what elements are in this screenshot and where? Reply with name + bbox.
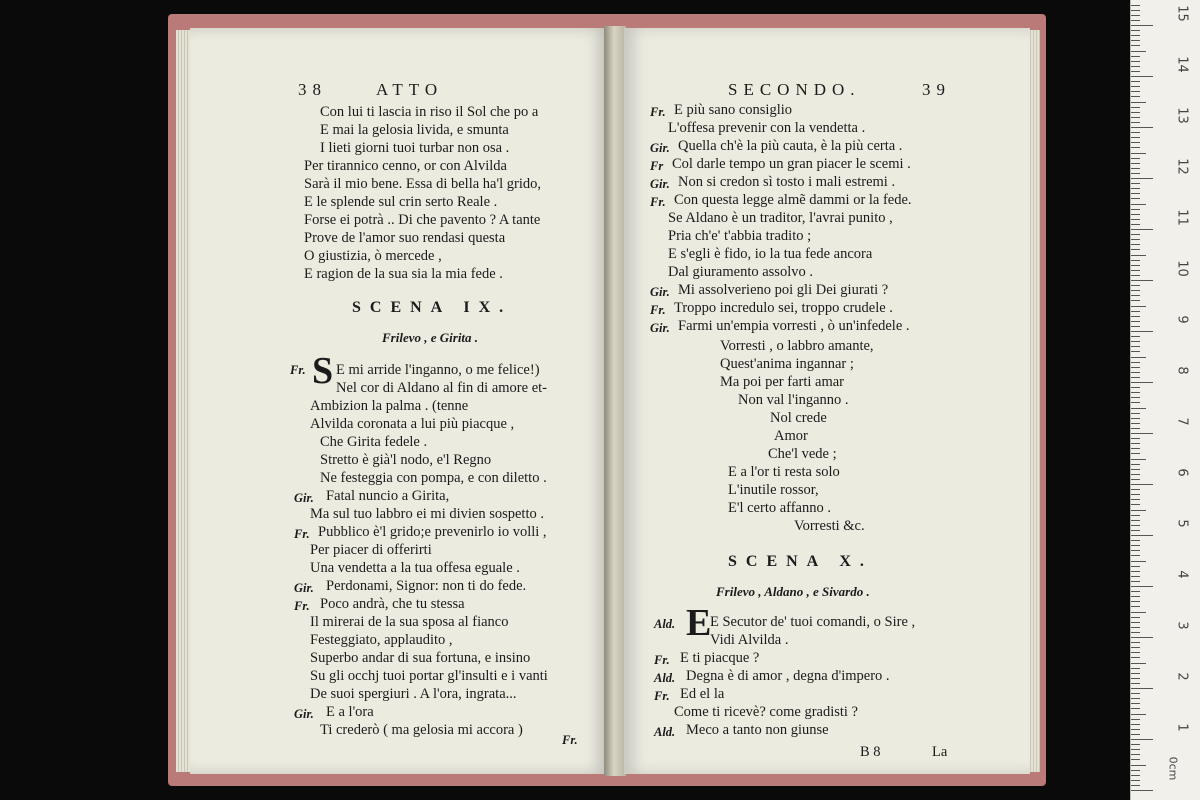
ruler-tick xyxy=(1131,147,1140,148)
ruler-number: 7 xyxy=(1174,417,1190,426)
ruler-tick xyxy=(1131,408,1146,409)
ruler-tick xyxy=(1131,316,1140,317)
ruler-tick xyxy=(1131,30,1140,31)
measuring-ruler xyxy=(1130,0,1200,800)
ruler-tick xyxy=(1131,392,1140,393)
ruler-tick xyxy=(1131,51,1146,52)
text-line: Troppo incredulo sei, troppo crudele . xyxy=(674,300,893,316)
ruler-number: 8 xyxy=(1174,366,1190,375)
ruler-tick xyxy=(1131,367,1140,368)
ruler-tick xyxy=(1131,25,1153,26)
ruler-tick xyxy=(1131,504,1140,505)
ruler-tick xyxy=(1131,555,1140,556)
ruler-tick xyxy=(1131,397,1140,398)
text-line: I lieti giorni tuoi turbar non osa . xyxy=(320,140,510,156)
ruler-number: 11 xyxy=(1174,209,1190,226)
ruler-tick xyxy=(1131,647,1140,648)
ruler-tick xyxy=(1131,484,1153,485)
aria-line: Quest'anima ingannar ; xyxy=(720,356,854,372)
aria-line: Vorresti , o labbro amante, xyxy=(720,338,874,354)
aria-line: E a l'or ti resta solo xyxy=(728,464,840,480)
ruler-tick xyxy=(1131,214,1140,215)
scene-cast: Frilevo , Aldano , e Sivardo . xyxy=(716,584,870,599)
ruler-tick xyxy=(1131,698,1140,699)
text-line: De suoi spergiuri . A l'ora, ingrata... xyxy=(310,686,517,702)
catchword: La xyxy=(932,744,948,760)
ruler-tick xyxy=(1131,566,1140,567)
ruler-tick xyxy=(1131,402,1140,403)
ruler-tick xyxy=(1131,627,1140,628)
ruler-tick xyxy=(1131,591,1140,592)
ruler-tick xyxy=(1131,765,1146,766)
ruler-tick xyxy=(1131,107,1140,108)
ruler-tick xyxy=(1131,168,1140,169)
ruler-tick xyxy=(1131,56,1140,57)
text-line: Ne festeggia con pompa, e con diletto . xyxy=(320,470,547,486)
ruler-tick xyxy=(1131,637,1153,638)
ruler-tick xyxy=(1131,561,1146,562)
ruler-tick xyxy=(1131,673,1140,674)
ruler-tick xyxy=(1131,198,1140,199)
drop-cap: S xyxy=(312,350,334,392)
text-line: E ragion de la sua sia la mia fede . xyxy=(304,266,503,282)
ruler-tick xyxy=(1131,142,1140,143)
ruler-tick xyxy=(1131,418,1140,419)
ruler-tick xyxy=(1131,387,1140,388)
right-running-head: SECONDO. xyxy=(728,80,861,99)
ruler-tick xyxy=(1131,66,1140,67)
text-line: E mai la gelosia livida, e smunta xyxy=(320,122,509,138)
ruler-tick xyxy=(1131,785,1140,786)
speaker-label: Fr xyxy=(650,159,664,173)
ruler-tick xyxy=(1131,300,1140,301)
text-line: Fatal nuncio a Girita, xyxy=(326,488,450,504)
text-line: Che Girita fedele . xyxy=(320,434,428,450)
right-page-number: 39 xyxy=(922,80,951,99)
speaker-label: Fr. xyxy=(294,599,310,613)
text-line: Ambizion la palma . (tenne xyxy=(310,398,469,414)
ruler-tick xyxy=(1131,132,1140,133)
ruler-tick xyxy=(1131,86,1140,87)
ruler-tick xyxy=(1131,464,1140,465)
text-line: Pubblico è'l grido;e prevenirlo io volli , xyxy=(318,524,547,540)
ruler-tick xyxy=(1131,545,1140,546)
ruler-tick xyxy=(1131,5,1140,6)
ruler-number: 1 xyxy=(1174,723,1190,732)
ruler-tick xyxy=(1131,734,1140,735)
scene-title: SCENA X. xyxy=(728,553,873,570)
left-page-number: 38 xyxy=(298,80,327,99)
text-line: Sarà il mio bene. Essa di bella ha'l grido, xyxy=(304,176,541,192)
book-gutter xyxy=(604,26,626,776)
ruler-tick xyxy=(1131,775,1140,776)
ruler-tick xyxy=(1131,188,1140,189)
ruler-tick xyxy=(1131,714,1146,715)
ruler-tick xyxy=(1131,351,1140,352)
ruler-tick xyxy=(1131,229,1153,230)
ruler-tick xyxy=(1131,372,1140,373)
text-line: Stretto è già'l nodo, e'l Regno xyxy=(320,452,492,468)
ruler-number: 6 xyxy=(1174,468,1190,477)
text-line: Ma sul tuo labbro ei mi divien sospetto . xyxy=(310,506,544,522)
ruler-unit: 0cm xyxy=(1166,756,1180,781)
ruler-number: 9 xyxy=(1174,315,1190,324)
ruler-tick xyxy=(1131,438,1140,439)
ruler-tick xyxy=(1131,754,1140,755)
ruler-tick xyxy=(1131,20,1140,21)
ruler-tick xyxy=(1131,311,1140,312)
left-running-head: ATTO xyxy=(376,80,444,99)
ruler-tick xyxy=(1131,525,1140,526)
ruler-tick xyxy=(1131,780,1140,781)
aria-line: Amor xyxy=(774,428,808,444)
ruler-tick xyxy=(1131,433,1153,434)
speaker-label: Gir. xyxy=(650,285,670,299)
ruler-tick xyxy=(1131,40,1140,41)
ruler-tick xyxy=(1131,474,1140,475)
ruler-tick xyxy=(1131,45,1140,46)
ruler-tick xyxy=(1131,96,1140,97)
text-line: Una vendetta a la tua offesa eguale . xyxy=(310,560,520,576)
ruler-tick xyxy=(1131,10,1140,11)
ruler-number: 5 xyxy=(1174,519,1190,528)
ruler-tick xyxy=(1131,336,1140,337)
scene-title: SCENA IX. xyxy=(352,299,513,316)
ruler-tick xyxy=(1131,122,1140,123)
ruler-tick xyxy=(1131,749,1140,750)
ruler-tick xyxy=(1131,346,1140,347)
text-line: Forse ei potrà .. Di che pavento ? A tante xyxy=(304,212,541,228)
ruler-tick xyxy=(1131,137,1140,138)
text-line: Mi assolverieno poi gli Dei giurati ? xyxy=(678,282,889,298)
ruler-tick xyxy=(1131,127,1153,128)
ruler-tick xyxy=(1131,183,1140,184)
ruler-tick xyxy=(1131,224,1140,225)
ruler-tick xyxy=(1131,719,1140,720)
ruler-tick xyxy=(1131,326,1140,327)
speaker-label: Gir. xyxy=(294,581,314,595)
ruler-tick xyxy=(1131,612,1146,613)
ruler-tick xyxy=(1131,703,1140,704)
ruler-tick xyxy=(1131,163,1140,164)
speaker-label: Ald. xyxy=(654,617,676,631)
speaker-label: Gir. xyxy=(650,321,670,335)
ruler-tick xyxy=(1131,632,1140,633)
speaker-label: Fr. xyxy=(294,527,310,541)
text-line: Meco a tanto non giunse xyxy=(686,722,829,738)
ruler-tick xyxy=(1131,668,1140,669)
scene-cast: Frilevo , e Girita . xyxy=(382,330,479,345)
ruler-tick xyxy=(1131,652,1140,653)
ruler-tick xyxy=(1131,81,1140,82)
ruler-tick xyxy=(1131,693,1140,694)
ruler-tick xyxy=(1131,249,1140,250)
ruler-tick xyxy=(1131,515,1140,516)
ruler-tick xyxy=(1131,117,1140,118)
ruler-tick xyxy=(1131,91,1140,92)
ruler-tick xyxy=(1131,423,1140,424)
text-line: L'offesa prevenir con la vendetta . xyxy=(668,120,866,136)
text-line: Dal giuramento assolvo . xyxy=(668,264,813,280)
ruler-tick xyxy=(1131,678,1140,679)
ruler-tick xyxy=(1131,173,1140,174)
drop-cap: E xyxy=(686,602,712,644)
speaker-label: Gir. xyxy=(650,141,670,155)
text-line: Per tirannico cenno, or con Alvilda xyxy=(304,158,507,174)
ruler-tick xyxy=(1131,377,1140,378)
text-line: Per piacer di offerirti xyxy=(310,542,432,558)
ruler-tick xyxy=(1131,581,1140,582)
ruler-tick xyxy=(1131,576,1140,577)
ruler-tick xyxy=(1131,744,1140,745)
ruler-tick xyxy=(1131,270,1140,271)
ruler-tick xyxy=(1131,413,1140,414)
text-line: Non si credon sì tosto i mali estremi . xyxy=(678,174,896,190)
aria-line: Che'l vede ; xyxy=(768,446,837,462)
ruler-tick xyxy=(1131,469,1140,470)
speaker-label: Gir. xyxy=(650,177,670,191)
speaker-label: Fr. xyxy=(654,653,670,667)
speaker-label: Fr. xyxy=(650,195,666,209)
text-line: E Secutor de' tuoi comandi, o Sire , xyxy=(710,614,916,630)
text-line: Nel cor di Aldano al fin di amore et- xyxy=(336,380,547,396)
text-line: Col darle tempo un gran piacer le scemi . xyxy=(672,156,911,172)
ruler-tick xyxy=(1131,494,1140,495)
ruler-tick xyxy=(1131,708,1140,709)
aria-line: L'inutile rossor, xyxy=(728,482,819,498)
ruler-tick xyxy=(1131,71,1140,72)
ruler-tick xyxy=(1131,331,1153,332)
ruler-tick xyxy=(1131,759,1140,760)
ruler-tick xyxy=(1131,204,1146,205)
ruler-tick xyxy=(1131,285,1140,286)
ruler-tick xyxy=(1131,239,1140,240)
ruler-tick xyxy=(1131,234,1140,235)
ruler-tick xyxy=(1131,61,1140,62)
ruler-tick xyxy=(1131,244,1140,245)
text-line: E s'egli è fido, io la tua fede ancora xyxy=(668,246,873,262)
speaker-label: Ald. xyxy=(654,671,676,685)
text-line: Quella ch'è la più cauta, è la più certa . xyxy=(678,138,903,154)
text-line: Il mirerai de la sua sposa al fianco xyxy=(310,614,509,630)
text-line: Vidi Alvilda . xyxy=(710,632,789,648)
signature-mark: B 8 xyxy=(860,744,881,760)
ruler-tick xyxy=(1131,357,1146,358)
text-line: E a l'ora xyxy=(326,704,374,720)
ruler-tick xyxy=(1131,265,1140,266)
ruler-tick xyxy=(1131,260,1140,261)
ruler-number: 2 xyxy=(1174,672,1190,681)
ruler-tick xyxy=(1131,489,1140,490)
aria-line: Vorresti &c. xyxy=(794,518,865,534)
speaker-label: Fr. xyxy=(650,105,666,119)
ruler-tick xyxy=(1131,617,1140,618)
ruler-tick xyxy=(1131,459,1146,460)
ruler-tick xyxy=(1131,663,1146,664)
ruler-tick xyxy=(1131,35,1140,36)
ruler-tick xyxy=(1131,219,1140,220)
text-line: Degna è di amor , degna d'impero . xyxy=(686,668,890,684)
ruler-tick xyxy=(1131,729,1140,730)
ruler-tick xyxy=(1131,255,1146,256)
ruler-tick xyxy=(1131,642,1140,643)
ruler-tick xyxy=(1131,209,1140,210)
text-line: Prove de l'amor suo rendasi questa xyxy=(304,230,506,246)
ruler-number: 12 xyxy=(1174,158,1190,175)
text-line: Perdonami, Signor: non ti do fede. xyxy=(326,578,527,594)
ruler-tick xyxy=(1131,586,1153,587)
text-line: E ti piacque ? xyxy=(680,650,760,666)
ruler-tick xyxy=(1131,739,1153,740)
text-line: Come ti ricevè? come gradisti ? xyxy=(674,704,858,720)
speaker-label: Gir. xyxy=(294,491,314,505)
speaker-label: Fr. xyxy=(654,689,670,703)
ruler-tick xyxy=(1131,193,1140,194)
ruler-tick xyxy=(1131,499,1140,500)
ruler-tick xyxy=(1131,601,1140,602)
ruler-tick xyxy=(1131,295,1140,296)
ruler-tick xyxy=(1131,770,1140,771)
ruler-tick xyxy=(1131,790,1153,791)
ruler-tick xyxy=(1131,688,1153,689)
ruler-tick xyxy=(1131,306,1146,307)
text-line: E più sano consiglio xyxy=(674,102,793,118)
text-line: Ti crederò ( ma gelosia mi accora ) xyxy=(320,722,523,738)
ruler-tick xyxy=(1131,76,1153,77)
ruler-tick xyxy=(1131,606,1140,607)
ruler-tick xyxy=(1131,540,1140,541)
aria-line: Non val l'inganno . xyxy=(738,392,849,408)
text-line: Ed el la xyxy=(680,686,725,702)
ruler-tick xyxy=(1131,15,1140,16)
ruler-tick xyxy=(1131,280,1153,281)
ruler-number: 10 xyxy=(1174,260,1190,277)
ruler-tick xyxy=(1131,158,1140,159)
ruler-tick xyxy=(1131,428,1140,429)
speaker-label: Gir. xyxy=(294,707,314,721)
text-line: Con lui ti lascia in riso il Sol che po a xyxy=(320,104,539,120)
speaker-label: Fr. xyxy=(650,303,666,317)
ruler-tick xyxy=(1131,520,1140,521)
ruler-number: 14 xyxy=(1174,56,1190,73)
text-line: Su gli occhj tuoi portar gl'insulti e i vanti xyxy=(310,668,548,684)
aria-line: E'l certo affanno . xyxy=(728,500,831,516)
speaker-label: Fr. xyxy=(290,363,306,377)
aria-line: Nol crede xyxy=(770,410,827,426)
ruler-tick xyxy=(1131,275,1140,276)
ruler-tick xyxy=(1131,362,1140,363)
ruler-tick xyxy=(1131,448,1140,449)
ruler-tick xyxy=(1131,657,1140,658)
ruler-tick xyxy=(1131,510,1146,511)
ruler-tick xyxy=(1131,321,1140,322)
text-line: Festeggiato, applaudito , xyxy=(310,632,453,648)
aria-line: Ma poi per farti amar xyxy=(720,374,845,390)
speaker-label: Ald. xyxy=(654,725,676,739)
ruler-number: 4 xyxy=(1174,570,1190,579)
ruler-tick xyxy=(1131,571,1140,572)
ruler-tick xyxy=(1131,550,1140,551)
left-page xyxy=(190,28,608,774)
ruler-tick xyxy=(1131,453,1140,454)
text-line: E le splende sul crin serto Reale . xyxy=(304,194,498,210)
ruler-number: 15 xyxy=(1174,5,1190,22)
ruler-tick xyxy=(1131,683,1140,684)
ruler-tick xyxy=(1131,178,1153,179)
text-line: Farmi un'empia vorresti , ò un'infedele . xyxy=(678,318,910,334)
ruler-tick xyxy=(1131,112,1140,113)
text-line: Se Aldano è un traditor, l'avrai punito , xyxy=(668,210,893,226)
ruler-tick xyxy=(1131,479,1140,480)
ruler-tick xyxy=(1131,102,1146,103)
ruler-tick xyxy=(1131,382,1153,383)
text-line: E mi arride l'inganno, o me felice!) xyxy=(336,362,540,378)
ruler-tick xyxy=(1131,153,1146,154)
ruler-tick xyxy=(1131,341,1140,342)
ruler-number: 13 xyxy=(1174,107,1190,124)
ruler-tick xyxy=(1131,596,1140,597)
text-line: O giustizia, ò mercede , xyxy=(304,248,442,264)
ruler-tick xyxy=(1131,443,1140,444)
ruler-tick xyxy=(1131,724,1140,725)
text-line: Superbo andar di sua fortuna, e insino xyxy=(310,650,531,666)
ruler-tick xyxy=(1131,622,1140,623)
text-line: Con questa legge almẽ dammi or la fede. xyxy=(674,192,912,208)
text-line: Alvilda coronata a lui più piacque , xyxy=(310,416,515,432)
ruler-tick xyxy=(1131,290,1140,291)
ruler-tick xyxy=(1131,530,1140,531)
ruler-number: 3 xyxy=(1174,621,1190,630)
text-line: Pria ch'e' t'abbia tradito ; xyxy=(668,228,812,244)
text-line: Poco andrà, che tu stessa xyxy=(320,596,465,612)
ruler-tick xyxy=(1131,535,1153,536)
right-page xyxy=(624,28,1030,774)
catchword: Fr. xyxy=(562,733,578,747)
